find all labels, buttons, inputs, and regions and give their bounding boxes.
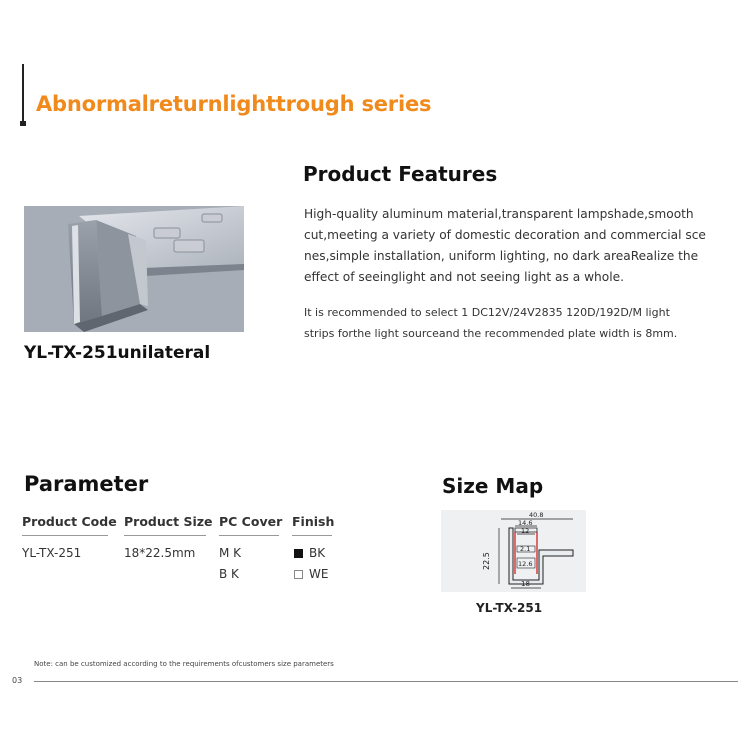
header-finish: Finish (292, 514, 335, 529)
header-product-code: Product Code (22, 514, 117, 529)
finish-label: WE (309, 567, 329, 581)
header-underline (124, 535, 206, 536)
cell-finish (294, 546, 325, 560)
cell-pc-cover: M K (219, 546, 242, 560)
parameter-heading: Parameter (24, 472, 149, 496)
dim-d2: 12 (521, 527, 530, 535)
product-photo (24, 206, 244, 332)
aluminum-profile-image (24, 206, 244, 332)
features-heading: Product Features (303, 162, 498, 186)
features-description (304, 204, 736, 288)
header-product-size: Product Size (124, 514, 213, 529)
product-model-name: YL-TX-251unilateral (24, 343, 211, 363)
header-underline (22, 535, 108, 536)
cell-pc-cover: B K (219, 567, 239, 581)
cell-product-size: 18*22.5mm (124, 546, 196, 560)
finish-label: BK (309, 546, 326, 560)
size-map-caption: YL-TX-251 (476, 601, 543, 615)
recommend-line: It is recommended to select 1 DC12V/24V2835 120D/192D/M light (304, 306, 670, 319)
features-line: High-quality aluminum material,transparent lampshade,smooth (304, 207, 694, 221)
page-number: 03 (12, 676, 23, 685)
features-line: effect of seeinglight and not seeing light as a whole. (304, 270, 624, 284)
features-line: nes,simple installation, uniform lighting, no dark areaRealize the (304, 249, 699, 263)
dim-d3: 2.1 (520, 545, 531, 553)
size-map-heading: Size Map (442, 474, 544, 498)
header-underline (292, 535, 332, 536)
cell-finish (294, 567, 328, 581)
recommendation-text (304, 302, 736, 344)
dim-d4: 12.6 (518, 560, 533, 568)
dim-bottom: 18 (521, 580, 530, 588)
dim-d1: 14.6 (518, 519, 533, 527)
header-underline (219, 535, 279, 536)
footer-divider (34, 681, 738, 682)
series-title: Abnormalreturnlighttrough series (36, 92, 432, 116)
recommend-line: strips forthe light sourceand the recommended plate width is 8mm. (304, 327, 678, 340)
header-pc-cover: PC Cover (219, 514, 283, 529)
header-accent-bar (22, 64, 24, 126)
features-line: cut,meeting a variety of domestic decoration and commercial sce (304, 228, 706, 242)
finish-swatch-black (294, 549, 303, 558)
dim-top: 40.8 (529, 511, 544, 519)
dim-height: 22.5 (482, 552, 491, 570)
cell-product-code: YL-TX-251 (22, 546, 82, 560)
finish-swatch-white (294, 570, 303, 579)
footer-note: Note: can be customized according to the requirements ofcustomers size parameters (34, 660, 334, 668)
size-map-diagram (441, 510, 586, 592)
header-accent-dot (20, 121, 26, 126)
